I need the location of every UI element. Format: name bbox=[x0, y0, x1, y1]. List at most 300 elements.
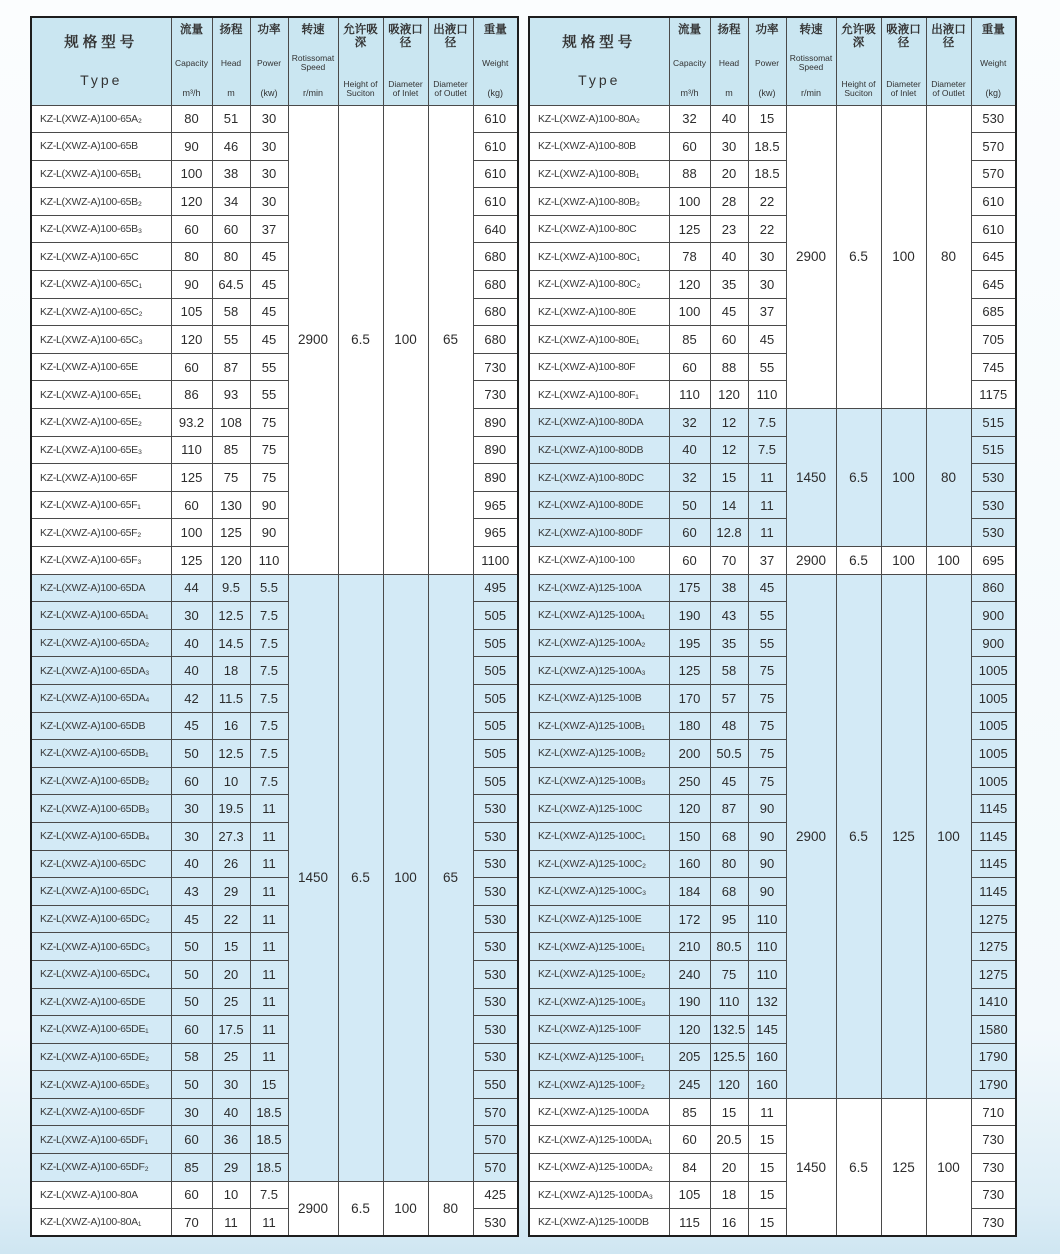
col-header-weight bbox=[473, 17, 518, 105]
power-cell: 15 bbox=[250, 1071, 288, 1099]
head-cell: 30 bbox=[212, 1071, 250, 1099]
head-cell: 87 bbox=[710, 795, 748, 823]
head-cell: 58 bbox=[212, 298, 250, 326]
weight-cell: 610 bbox=[473, 105, 518, 133]
capacity-cell: 100 bbox=[669, 188, 710, 216]
header-cn: 流量 bbox=[678, 24, 701, 37]
speed-merged-cell: 2900 bbox=[786, 574, 836, 1098]
capacity-cell: 93.2 bbox=[171, 409, 212, 437]
head-cell: 87 bbox=[212, 353, 250, 381]
weight-cell: 645 bbox=[971, 243, 1016, 271]
type-cell: KZ-L(XWZ-A)125-100DA₃ bbox=[529, 1181, 669, 1209]
header-cn: 吸液口径 bbox=[886, 24, 921, 50]
header-wrap bbox=[787, 22, 836, 100]
weight-cell: 505 bbox=[473, 602, 518, 630]
col-header-speed bbox=[786, 17, 836, 105]
weight-cell: 530 bbox=[473, 960, 518, 988]
type-header-wrap bbox=[530, 22, 669, 100]
power-cell: 22 bbox=[748, 215, 786, 243]
power-cell: 75 bbox=[748, 712, 786, 740]
capacity-cell: 245 bbox=[669, 1071, 710, 1099]
power-cell: 55 bbox=[748, 353, 786, 381]
col-header-inlet bbox=[383, 17, 428, 105]
header-en: Diameter of Inlet bbox=[886, 79, 921, 99]
head-cell: 15 bbox=[710, 464, 748, 492]
header-en: Power bbox=[256, 57, 282, 68]
head-cell: 70 bbox=[710, 547, 748, 575]
type-cell: KZ-L(XWZ-A)100-80E₁ bbox=[529, 326, 669, 354]
power-cell: 75 bbox=[748, 740, 786, 768]
header-unit: (kg) bbox=[985, 88, 1001, 99]
capacity-cell: 125 bbox=[171, 547, 212, 575]
header-en: Diameter of Outlet bbox=[931, 79, 966, 99]
type-cell: KZ-L(XWZ-A)125-100C bbox=[529, 795, 669, 823]
type-cell: KZ-L(XWZ-A)100-65DA₂ bbox=[31, 629, 171, 657]
head-cell: 108 bbox=[212, 409, 250, 437]
outlet-merged-cell: 80 bbox=[926, 409, 971, 547]
inlet-merged-cell: 100 bbox=[881, 409, 926, 547]
header-en: Head bbox=[220, 57, 242, 68]
head-cell: 25 bbox=[212, 988, 250, 1016]
type-cell: KZ-L(XWZ-A)100-65DC₁ bbox=[31, 878, 171, 906]
capacity-cell: 60 bbox=[669, 353, 710, 381]
type-cell: KZ-L(XWZ-A)100-65F₁ bbox=[31, 491, 171, 519]
suction-merged-cell: 6.5 bbox=[836, 547, 881, 575]
weight-cell: 515 bbox=[971, 409, 1016, 437]
power-cell: 15 bbox=[748, 1209, 786, 1237]
head-cell: 45 bbox=[710, 767, 748, 795]
power-cell: 7.5 bbox=[250, 629, 288, 657]
header-wrap bbox=[384, 22, 428, 100]
type-header-wrap bbox=[32, 22, 171, 100]
power-cell: 18.5 bbox=[250, 1154, 288, 1182]
head-cell: 110 bbox=[710, 988, 748, 1016]
capacity-cell: 60 bbox=[669, 133, 710, 161]
header-cn: 出液口径 bbox=[433, 24, 468, 50]
weight-cell: 505 bbox=[473, 767, 518, 795]
type-cell: KZ-L(XWZ-A)100-65DC₄ bbox=[31, 960, 171, 988]
weight-cell: 1145 bbox=[971, 878, 1016, 906]
head-cell: 29 bbox=[212, 1154, 250, 1182]
head-cell: 20 bbox=[710, 160, 748, 188]
header-row bbox=[529, 17, 1016, 105]
capacity-cell: 88 bbox=[669, 160, 710, 188]
inlet-merged-cell: 100 bbox=[383, 105, 428, 574]
power-cell: 7.5 bbox=[250, 740, 288, 768]
capacity-cell: 60 bbox=[669, 547, 710, 575]
capacity-cell: 90 bbox=[171, 133, 212, 161]
capacity-cell: 170 bbox=[669, 684, 710, 712]
head-cell: 80 bbox=[710, 850, 748, 878]
header-wrap bbox=[339, 22, 383, 100]
weight-cell: 570 bbox=[971, 160, 1016, 188]
power-cell: 45 bbox=[748, 326, 786, 354]
type-cell: KZ-L(XWZ-A)100-65E₁ bbox=[31, 381, 171, 409]
capacity-cell: 60 bbox=[171, 767, 212, 795]
power-cell: 90 bbox=[250, 519, 288, 547]
weight-cell: 965 bbox=[473, 519, 518, 547]
power-cell: 7.5 bbox=[748, 436, 786, 464]
capacity-cell: 120 bbox=[171, 326, 212, 354]
type-cell: KZ-L(XWZ-A)125-100E₃ bbox=[529, 988, 669, 1016]
type-cell: KZ-L(XWZ-A)100-65DE₃ bbox=[31, 1071, 171, 1099]
weight-cell: 730 bbox=[473, 353, 518, 381]
header-en: Diameter of Inlet bbox=[388, 79, 423, 99]
header-en: Capacity bbox=[174, 57, 209, 68]
weight-cell: 425 bbox=[473, 1181, 518, 1209]
table-row bbox=[529, 574, 1016, 602]
header-en: Rotissomat Speed bbox=[789, 53, 833, 73]
power-cell: 18.5 bbox=[748, 133, 786, 161]
type-cell: KZ-L(XWZ-A)100-65E₃ bbox=[31, 436, 171, 464]
capacity-cell: 195 bbox=[669, 629, 710, 657]
type-cell: KZ-L(XWZ-A)100-65DA₃ bbox=[31, 657, 171, 685]
weight-cell: 530 bbox=[473, 1043, 518, 1071]
weight-cell: 505 bbox=[473, 684, 518, 712]
header-unit: r/min bbox=[303, 88, 323, 99]
capacity-cell: 40 bbox=[171, 850, 212, 878]
type-cell: KZ-L(XWZ-A)100-80DF bbox=[529, 519, 669, 547]
speed-merged-cell: 2900 bbox=[288, 105, 338, 574]
header-en: Rotissomat Speed bbox=[291, 53, 335, 73]
weight-cell: 505 bbox=[473, 657, 518, 685]
head-cell: 58 bbox=[710, 657, 748, 685]
weight-cell: 730 bbox=[473, 381, 518, 409]
power-cell: 11 bbox=[748, 1098, 786, 1126]
head-cell: 27.3 bbox=[212, 822, 250, 850]
type-cell: KZ-L(XWZ-A)125-100C₃ bbox=[529, 878, 669, 906]
header-cn: 允许吸深 bbox=[343, 24, 378, 50]
capacity-cell: 45 bbox=[171, 905, 212, 933]
power-cell: 30 bbox=[748, 271, 786, 299]
weight-cell: 900 bbox=[971, 629, 1016, 657]
power-cell: 55 bbox=[748, 629, 786, 657]
power-cell: 37 bbox=[748, 547, 786, 575]
power-cell: 22 bbox=[748, 188, 786, 216]
power-cell: 75 bbox=[748, 767, 786, 795]
col-header-type bbox=[31, 17, 171, 105]
weight-cell: 610 bbox=[473, 160, 518, 188]
header-wrap bbox=[251, 22, 288, 100]
weight-cell: 530 bbox=[473, 1016, 518, 1044]
weight-cell: 685 bbox=[971, 298, 1016, 326]
power-cell: 30 bbox=[748, 243, 786, 271]
type-cell: KZ-L(XWZ-A)125-100E₂ bbox=[529, 960, 669, 988]
type-cell: KZ-L(XWZ-A)100-65DB₂ bbox=[31, 767, 171, 795]
head-cell: 68 bbox=[710, 822, 748, 850]
head-cell: 11 bbox=[212, 1209, 250, 1237]
type-cell: KZ-L(XWZ-A)100-65C₁ bbox=[31, 271, 171, 299]
power-cell: 11 bbox=[250, 850, 288, 878]
head-cell: 29 bbox=[212, 878, 250, 906]
type-cell: KZ-L(XWZ-A)100-65DA bbox=[31, 574, 171, 602]
header-unit: (kg) bbox=[487, 88, 503, 99]
power-cell: 11 bbox=[250, 1043, 288, 1071]
capacity-cell: 42 bbox=[171, 684, 212, 712]
power-cell: 30 bbox=[250, 188, 288, 216]
weight-cell: 610 bbox=[473, 133, 518, 161]
header-en: Weight bbox=[482, 57, 509, 68]
inlet-merged-cell: 100 bbox=[881, 105, 926, 409]
head-cell: 16 bbox=[212, 712, 250, 740]
header-en: Height of Suciton bbox=[841, 79, 876, 99]
power-cell: 45 bbox=[748, 574, 786, 602]
type-cell: KZ-L(XWZ-A)100-80A bbox=[31, 1181, 171, 1209]
capacity-cell: 60 bbox=[171, 353, 212, 381]
weight-cell: 570 bbox=[971, 133, 1016, 161]
capacity-cell: 40 bbox=[669, 436, 710, 464]
pump-table-right bbox=[528, 16, 1017, 1237]
power-cell: 11 bbox=[748, 464, 786, 492]
power-cell: 75 bbox=[250, 436, 288, 464]
type-cell: KZ-L(XWZ-A)100-65DF₁ bbox=[31, 1126, 171, 1154]
head-cell: 28 bbox=[710, 188, 748, 216]
head-cell: 12 bbox=[710, 409, 748, 437]
header-en: Power bbox=[754, 57, 780, 68]
capacity-cell: 210 bbox=[669, 933, 710, 961]
weight-cell: 1145 bbox=[971, 795, 1016, 823]
power-cell: 15 bbox=[748, 1154, 786, 1182]
power-cell: 11 bbox=[748, 491, 786, 519]
type-cell: KZ-L(XWZ-A)100-65E₂ bbox=[31, 409, 171, 437]
power-cell: 55 bbox=[250, 381, 288, 409]
capacity-cell: 85 bbox=[669, 326, 710, 354]
power-cell: 45 bbox=[250, 271, 288, 299]
type-header-cn: 规格型号 bbox=[64, 34, 139, 51]
weight-cell: 860 bbox=[971, 574, 1016, 602]
capacity-cell: 50 bbox=[171, 988, 212, 1016]
weight-cell: 730 bbox=[971, 1126, 1016, 1154]
weight-cell: 705 bbox=[971, 326, 1016, 354]
type-cell: KZ-L(XWZ-A)100-80DB bbox=[529, 436, 669, 464]
capacity-cell: 80 bbox=[171, 105, 212, 133]
capacity-cell: 115 bbox=[669, 1209, 710, 1237]
power-cell: 90 bbox=[748, 878, 786, 906]
header-en: Capacity bbox=[672, 57, 707, 68]
head-cell: 34 bbox=[212, 188, 250, 216]
outlet-merged-cell: 80 bbox=[926, 105, 971, 409]
type-cell: KZ-L(XWZ-A)100-65DA₁ bbox=[31, 602, 171, 630]
type-cell: KZ-L(XWZ-A)100-65DC₃ bbox=[31, 933, 171, 961]
header-wrap bbox=[172, 22, 212, 100]
capacity-cell: 60 bbox=[669, 1126, 710, 1154]
capacity-cell: 40 bbox=[171, 657, 212, 685]
type-cell: KZ-L(XWZ-A)125-100B₂ bbox=[529, 740, 669, 768]
power-cell: 11 bbox=[250, 1016, 288, 1044]
header-en: Diameter of Outlet bbox=[433, 79, 468, 99]
header-cn: 允许吸深 bbox=[841, 24, 876, 50]
type-cell: KZ-L(XWZ-A)100-65DA₄ bbox=[31, 684, 171, 712]
head-cell: 40 bbox=[212, 1098, 250, 1126]
capacity-cell: 78 bbox=[669, 243, 710, 271]
capacity-cell: 60 bbox=[171, 215, 212, 243]
head-cell: 15 bbox=[710, 1098, 748, 1126]
type-cell: KZ-L(XWZ-A)100-65DE₁ bbox=[31, 1016, 171, 1044]
weight-cell: 1790 bbox=[971, 1043, 1016, 1071]
power-cell: 11 bbox=[748, 519, 786, 547]
power-cell: 7.5 bbox=[748, 409, 786, 437]
col-header-speed bbox=[288, 17, 338, 105]
head-cell: 38 bbox=[212, 160, 250, 188]
weight-cell: 730 bbox=[971, 1154, 1016, 1182]
header-cn: 出液口径 bbox=[931, 24, 966, 50]
type-cell: KZ-L(XWZ-A)100-65DF bbox=[31, 1098, 171, 1126]
capacity-cell: 190 bbox=[669, 602, 710, 630]
type-header-en: Type bbox=[578, 71, 621, 88]
power-cell: 90 bbox=[748, 795, 786, 823]
capacity-cell: 50 bbox=[669, 491, 710, 519]
type-cell: KZ-L(XWZ-A)125-100E bbox=[529, 905, 669, 933]
power-cell: 37 bbox=[250, 215, 288, 243]
type-cell: KZ-L(XWZ-A)125-100DB bbox=[529, 1209, 669, 1237]
power-cell: 11 bbox=[250, 960, 288, 988]
head-cell: 9.5 bbox=[212, 574, 250, 602]
capacity-cell: 180 bbox=[669, 712, 710, 740]
power-cell: 5.5 bbox=[250, 574, 288, 602]
type-cell: KZ-L(XWZ-A)125-100B bbox=[529, 684, 669, 712]
header-en: Head bbox=[718, 57, 740, 68]
header-row bbox=[31, 17, 518, 105]
head-cell: 40 bbox=[710, 243, 748, 271]
col-header-suction bbox=[836, 17, 881, 105]
head-cell: 16 bbox=[710, 1209, 748, 1237]
header-wrap bbox=[213, 22, 250, 100]
weight-cell: 530 bbox=[473, 1209, 518, 1237]
power-cell: 45 bbox=[250, 326, 288, 354]
type-cell: KZ-L(XWZ-A)100-80DE bbox=[529, 491, 669, 519]
type-cell: KZ-L(XWZ-A)100-80DC bbox=[529, 464, 669, 492]
head-cell: 19.5 bbox=[212, 795, 250, 823]
inlet-merged-cell: 125 bbox=[881, 574, 926, 1098]
suction-merged-cell: 6.5 bbox=[338, 1181, 383, 1236]
type-cell: KZ-L(XWZ-A)100-80C₁ bbox=[529, 243, 669, 271]
head-cell: 26 bbox=[212, 850, 250, 878]
power-cell: 7.5 bbox=[250, 712, 288, 740]
weight-cell: 1005 bbox=[971, 740, 1016, 768]
head-cell: 15 bbox=[212, 933, 250, 961]
capacity-cell: 60 bbox=[171, 491, 212, 519]
table-row bbox=[31, 1181, 518, 1209]
power-cell: 90 bbox=[748, 850, 786, 878]
table-row bbox=[529, 105, 1016, 133]
power-cell: 15 bbox=[748, 1126, 786, 1154]
power-cell: 75 bbox=[250, 409, 288, 437]
weight-cell: 1100 bbox=[473, 547, 518, 575]
header-wrap bbox=[882, 22, 926, 100]
power-cell: 110 bbox=[748, 933, 786, 961]
head-cell: 14.5 bbox=[212, 629, 250, 657]
head-cell: 20.5 bbox=[710, 1126, 748, 1154]
head-cell: 93 bbox=[212, 381, 250, 409]
head-cell: 14 bbox=[710, 491, 748, 519]
weight-cell: 530 bbox=[971, 519, 1016, 547]
header-unit: m³/h bbox=[182, 88, 201, 99]
suction-merged-cell: 6.5 bbox=[836, 1098, 881, 1236]
capacity-cell: 86 bbox=[171, 381, 212, 409]
header-wrap bbox=[289, 22, 338, 100]
type-cell: KZ-L(XWZ-A)125-100A₂ bbox=[529, 629, 669, 657]
table-row bbox=[529, 409, 1016, 437]
weight-cell: 730 bbox=[971, 1181, 1016, 1209]
head-cell: 11.5 bbox=[212, 684, 250, 712]
type-cell: KZ-L(XWZ-A)100-65DF₂ bbox=[31, 1154, 171, 1182]
weight-cell: 1005 bbox=[971, 712, 1016, 740]
header-cn: 扬程 bbox=[717, 24, 741, 37]
table-row bbox=[529, 1098, 1016, 1126]
power-cell: 75 bbox=[748, 657, 786, 685]
head-cell: 35 bbox=[710, 271, 748, 299]
power-cell: 160 bbox=[748, 1043, 786, 1071]
weight-cell: 1275 bbox=[971, 960, 1016, 988]
col-header-type bbox=[529, 17, 669, 105]
col-header-suction bbox=[338, 17, 383, 105]
header-cn: 扬程 bbox=[219, 24, 243, 37]
col-header-power bbox=[250, 17, 288, 105]
power-cell: 30 bbox=[250, 133, 288, 161]
type-cell: KZ-L(XWZ-A)100-65DB bbox=[31, 712, 171, 740]
power-cell: 37 bbox=[748, 298, 786, 326]
col-header-head bbox=[212, 17, 250, 105]
weight-cell: 530 bbox=[971, 464, 1016, 492]
head-cell: 10 bbox=[212, 767, 250, 795]
capacity-cell: 50 bbox=[171, 933, 212, 961]
weight-cell: 1005 bbox=[971, 767, 1016, 795]
head-cell: 12 bbox=[710, 436, 748, 464]
weight-cell: 1145 bbox=[971, 822, 1016, 850]
capacity-cell: 120 bbox=[171, 188, 212, 216]
col-header-weight bbox=[971, 17, 1016, 105]
weight-cell: 965 bbox=[473, 491, 518, 519]
weight-cell: 570 bbox=[473, 1126, 518, 1154]
table-body bbox=[31, 105, 518, 1236]
capacity-cell: 172 bbox=[669, 905, 710, 933]
weight-cell: 1005 bbox=[971, 684, 1016, 712]
type-cell: KZ-L(XWZ-A)125-100A₁ bbox=[529, 602, 669, 630]
type-cell: KZ-L(XWZ-A)125-100E₁ bbox=[529, 933, 669, 961]
weight-cell: 530 bbox=[473, 822, 518, 850]
type-cell: KZ-L(XWZ-A)100-80A₂ bbox=[529, 105, 669, 133]
power-cell: 11 bbox=[250, 988, 288, 1016]
type-cell: KZ-L(XWZ-A)100-65DE bbox=[31, 988, 171, 1016]
power-cell: 45 bbox=[250, 243, 288, 271]
capacity-cell: 45 bbox=[171, 712, 212, 740]
head-cell: 48 bbox=[710, 712, 748, 740]
capacity-cell: 60 bbox=[171, 1126, 212, 1154]
weight-cell: 495 bbox=[473, 574, 518, 602]
type-cell: KZ-L(XWZ-A)100-80F₁ bbox=[529, 381, 669, 409]
head-cell: 51 bbox=[212, 105, 250, 133]
col-header-capacity bbox=[669, 17, 710, 105]
type-cell: KZ-L(XWZ-A)100-65B₁ bbox=[31, 160, 171, 188]
type-cell: KZ-L(XWZ-A)125-100C₂ bbox=[529, 850, 669, 878]
weight-cell: 1790 bbox=[971, 1071, 1016, 1099]
head-cell: 125 bbox=[212, 519, 250, 547]
type-cell: KZ-L(XWZ-A)125-100DA₁ bbox=[529, 1126, 669, 1154]
col-header-inlet bbox=[881, 17, 926, 105]
head-cell: 85 bbox=[212, 436, 250, 464]
power-cell: 18.5 bbox=[250, 1126, 288, 1154]
outlet-merged-cell: 65 bbox=[428, 574, 473, 1181]
capacity-cell: 32 bbox=[669, 464, 710, 492]
power-cell: 7.5 bbox=[250, 1181, 288, 1209]
head-cell: 80 bbox=[212, 243, 250, 271]
weight-cell: 645 bbox=[971, 271, 1016, 299]
weight-cell: 730 bbox=[971, 1209, 1016, 1237]
header-wrap bbox=[972, 22, 1016, 100]
capacity-cell: 30 bbox=[171, 795, 212, 823]
capacity-cell: 90 bbox=[171, 271, 212, 299]
head-cell: 12.5 bbox=[212, 740, 250, 768]
